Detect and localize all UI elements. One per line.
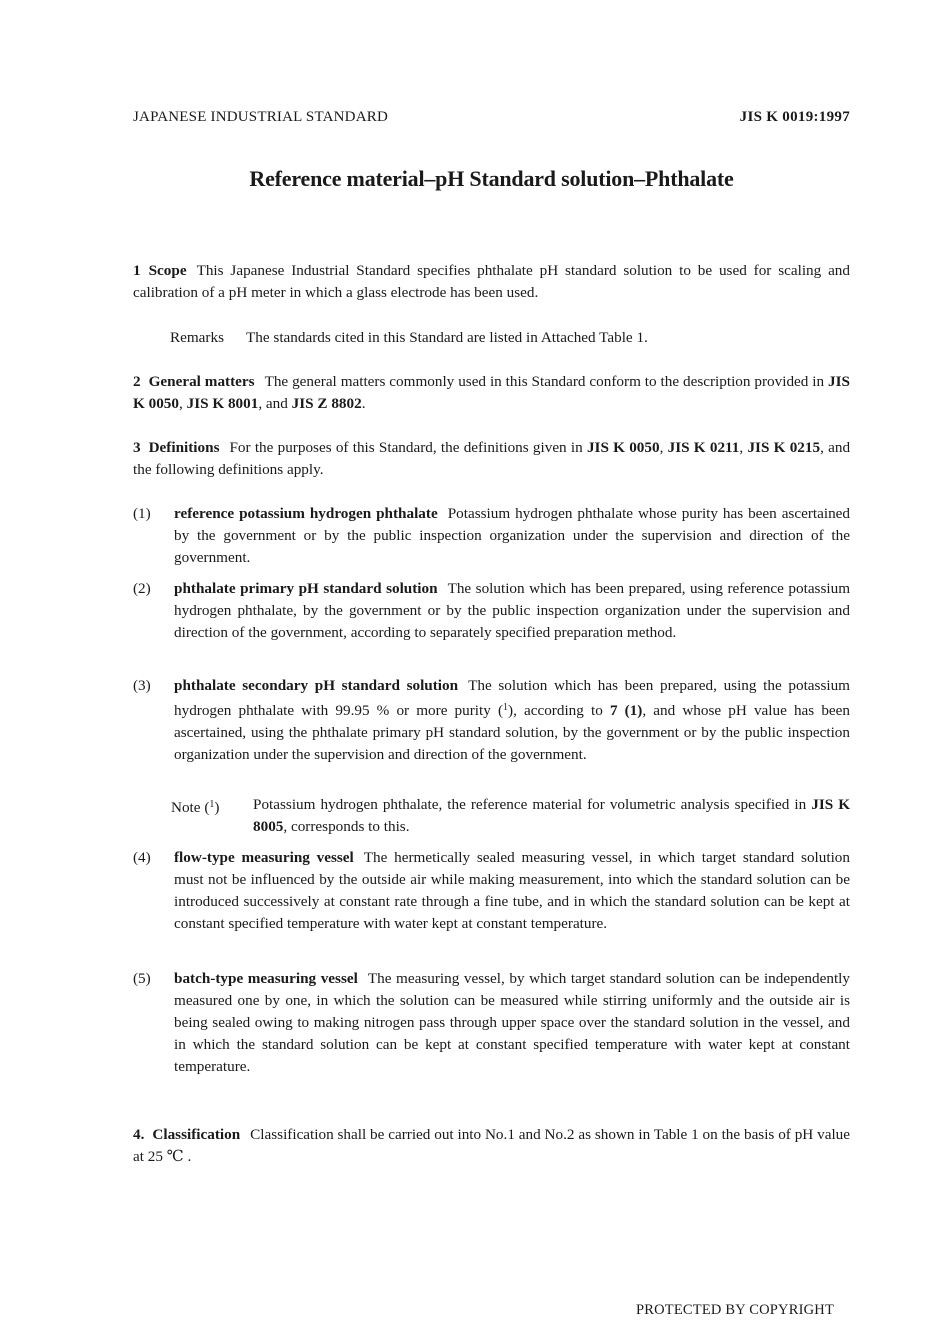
section-scope [133, 260, 850, 304]
section-text: Classification shall be carried out into No.1 and No.2 as shown in Table 1 on the basis of pH value at 25 ℃ . [133, 1126, 850, 1165]
copyright-notice: PROTECTED BY COPYRIGHT [635, 1302, 834, 1318]
item-number: (4) [133, 849, 151, 866]
definition-item [133, 675, 850, 766]
note-text: , corresponds to this. [283, 818, 410, 835]
section-text-end: . [361, 395, 366, 412]
footnote [171, 794, 850, 838]
item-number: (1) [133, 505, 151, 522]
section-text-end: , and the following definitions apply. [133, 439, 851, 478]
section-heading: Scope [148, 262, 187, 279]
definition-item [133, 968, 850, 1078]
definition-text: ), according to [508, 702, 610, 719]
definition-text: The measuring vessel, by which target standard solution can be independently measured one by one, in which the solution can be measured while stirring uniformly and the outside air is being sealed owing to making nitrogen pass through upper space over the standard solution in the vessel, and in which the standard solution can be kept at constant specified temperature with water kept at constant temperature. [174, 970, 850, 1075]
remarks [170, 327, 850, 349]
standard-reference: JIS K 8001 [186, 395, 259, 412]
section-text: For the purposes of this Standard, the definitions given in [229, 439, 587, 456]
definition-term: batch-type measuring vessel [174, 970, 358, 987]
definition-term: flow-type measuring vessel [174, 849, 354, 866]
document-title: Reference material–pH Standard solution–Phthalate [249, 166, 734, 191]
section-heading: Classification [152, 1126, 241, 1143]
item-number: (5) [133, 970, 151, 987]
separator: , [659, 439, 668, 456]
note-label-end: ) [214, 799, 220, 816]
section-number: 2 [133, 373, 141, 390]
definition-text: The hermetically sealed measuring vessel, in which target standard solution must not be influenced by the outside air while making measurement, into which the standard solution can be introduced successively at constant rate through a fine tube, and in which the standard solution can be kept at constant specified temperature with water kept at constant temperature. [174, 849, 850, 932]
section-number: 4. [133, 1126, 145, 1143]
section-number: 1 [133, 262, 141, 279]
section-heading: Definitions [148, 439, 220, 456]
section-text: The general matters commonly used in this Standard conform to the description provided in [264, 373, 829, 390]
definition-term: phthalate primary pH standard solution [174, 580, 438, 597]
definition-text: Potassium hydrogen phthalate whose purity has been ascertained by the government or by the public inspection organization under the supervision and direction of the government. [174, 505, 850, 566]
item-number: (2) [133, 580, 151, 597]
standard-reference: JIS K 8005 [253, 796, 851, 835]
clause-reference: 7 (1) [609, 702, 643, 719]
note-text: Potassium hydrogen phthalate, the reference material for volumetric analysis specified in [253, 796, 812, 813]
definition-term: reference potassium hydrogen phthalate [174, 505, 438, 522]
note-label: Note ( [171, 799, 210, 816]
definition-text: The solution which has been prepared, using the potassium hydrogen phthalate with 99.95 % or more purity ( [174, 677, 850, 719]
standard-reference: JIS K 0215 [747, 439, 821, 456]
item-number: (3) [133, 677, 151, 694]
section-heading: General matters [148, 373, 255, 390]
standard-header-label: JAPANESE INDUSTRIAL STANDARD [133, 109, 388, 125]
remarks-text: The standards cited in this Standard are listed in Attached Table 1. [246, 329, 648, 346]
definition-term: phthalate secondary pH standard solution [174, 677, 459, 694]
standard-reference: JIS K 0050 [133, 373, 850, 412]
standard-reference: JIS Z 8802 [291, 395, 362, 412]
section-general-matters [133, 371, 850, 415]
definition-text: , and whose pH value has been ascertained, using the phthalate primary pH standard solution, by the government or by the public inspection organization under the supervision and direction of the government. [174, 702, 851, 763]
definition-item [133, 847, 850, 935]
section-definitions [133, 437, 850, 481]
section-text: This Japanese Industrial Standard specifies phthalate pH standard solution to be used for scaling and calibration of a pH meter in which a glass electrode has been used. [133, 262, 850, 301]
separator: , [179, 395, 187, 412]
definition-item [133, 503, 850, 569]
definition-text: The solution which has been prepared, using reference potassium hydrogen phthalate, by the government or by the public inspection organization under the supervision and direction of the government, according to separately specified preparation method. [174, 580, 851, 641]
footnote-marker: 1 [209, 799, 215, 810]
standard-reference: JIS K 0050 [586, 439, 660, 456]
standard-number: JIS K 0019:1997 [739, 109, 850, 125]
section-number: 3 [133, 439, 141, 456]
footnote-marker: 1 [503, 702, 509, 713]
remarks-label: Remarks [170, 329, 224, 346]
separator: , and [258, 395, 292, 412]
section-classification [133, 1124, 850, 1168]
standard-reference: JIS K 0211 [667, 439, 740, 456]
separator: , [739, 439, 748, 456]
definition-item [133, 578, 850, 644]
